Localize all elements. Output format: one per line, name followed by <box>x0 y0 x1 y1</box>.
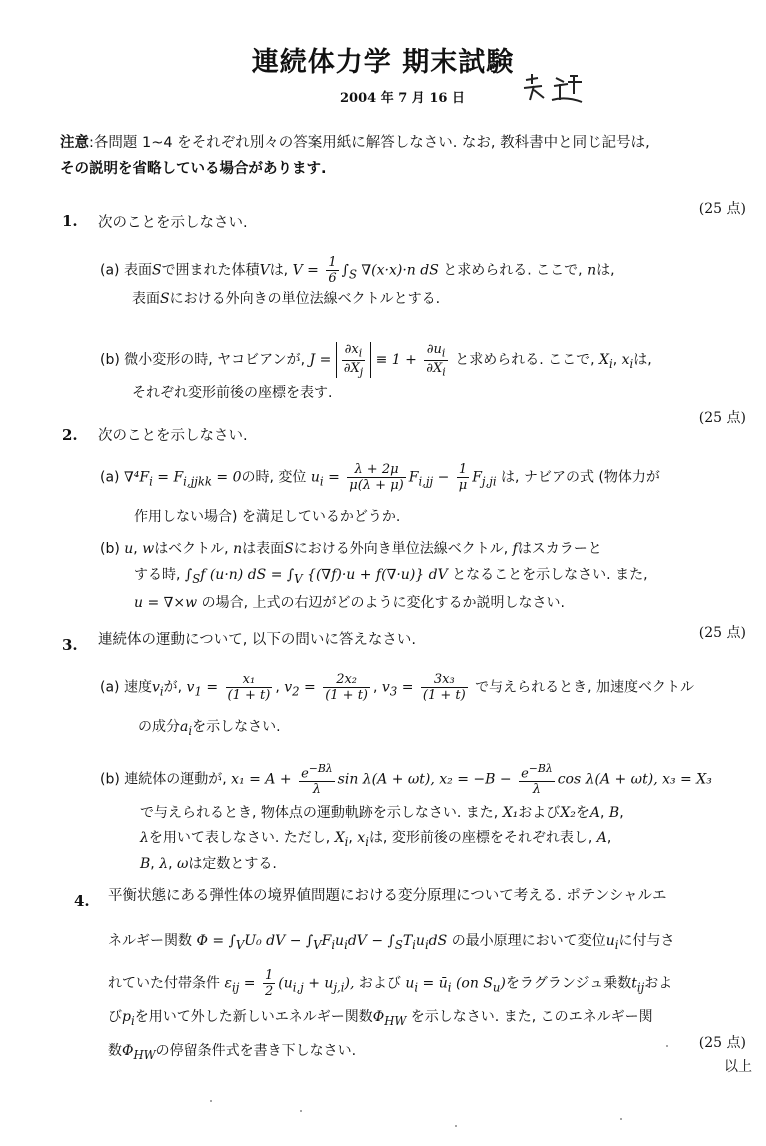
q3a-comma1: , <box>275 679 280 696</box>
q1b-frac1-den: ∂X <box>343 360 360 376</box>
q4-l2-phi: Φ = <box>196 933 225 949</box>
q3b-l3-lambda: λ <box>140 830 149 846</box>
q2b-l3-post: の場合, 上式の右辺がどのように変化するか説明しなさい. <box>201 595 565 611</box>
q2a-post: は, ナビアの式 (物体力が <box>501 469 660 486</box>
q2a-frac2 <box>457 462 469 493</box>
q2a-eq1-sub: i <box>149 474 153 489</box>
q3a-v-sub: i <box>159 684 164 699</box>
q4-l3-pre: れていた付帯条件 <box>108 975 220 992</box>
q4-l2-dV: dV <box>347 933 367 949</box>
q3a-frac3-num: 3x₃ <box>421 672 468 688</box>
q2a-eq1c: = 0 <box>216 469 242 486</box>
q2b-u: u <box>124 541 134 557</box>
q4-l4-post: を示しなさい. また, このエネルギー関 <box>410 1009 653 1025</box>
q3a-label: (a) <box>100 679 120 696</box>
q3b-l3-post: は, 変形前後の座標をそれぞれ表し, <box>368 830 593 846</box>
q4-l3-eq2-sub: i <box>447 980 452 995</box>
note-line2: その説明を省略している場合があります. <box>60 161 327 177</box>
q4-l3-post: をラグランジュ乗数 <box>505 975 632 992</box>
q1a-line2 <box>132 288 440 308</box>
q4-l4-mid: を用いて外した新しいエネルギー関数 <box>134 1009 373 1025</box>
q3b-l4-lambda: λ <box>159 856 169 872</box>
q1-heading: 次のことを示しなさい. <box>98 215 248 231</box>
q4-line2 <box>108 930 674 952</box>
q3b-l2-X1: X₁ <box>502 805 519 821</box>
q1a-post: と求められる. ここで, <box>443 262 583 279</box>
q3a-v1-sub: 1 <box>194 684 202 699</box>
q4-l2-Tu-sub: i <box>424 937 429 952</box>
q4-l5-phi-sub: HW <box>133 1047 156 1062</box>
q3b-l2-pre: で与えられるとき, 物体点の運動軌跡を示しなさい. また, <box>140 805 499 821</box>
q4-points: (25 点) <box>698 1035 746 1051</box>
q2b-m3: は表面 <box>242 541 285 557</box>
q4-l3-paren-sub: i,j <box>292 980 304 995</box>
q3b-l3-X-sub: i <box>344 834 349 849</box>
q4-heading: 平衡状態にある弾性体の境界値問題における変分原理について考える. ポテンシャルエ <box>108 888 667 904</box>
q4-l3-eq2: = ū <box>422 975 448 992</box>
q3b-l2-mid2: を <box>575 805 590 821</box>
q2b-l2-pre: する時, <box>134 567 181 583</box>
q1b-line2: それぞれ変形前後の座標を表す. <box>132 385 333 401</box>
scan-speck <box>666 1045 668 1047</box>
q4-l3-frac <box>263 968 275 999</box>
q4-l4-p-sub: i <box>130 1013 135 1028</box>
q1b-frac2 <box>424 342 447 378</box>
scan-speck <box>300 1110 302 1112</box>
q4-l3-eps: ε <box>224 975 232 992</box>
q3b-frac2-num: e <box>521 766 529 782</box>
q1b-pre: 微小変形の時, ヤコビアンが, <box>124 352 306 369</box>
q4-line5 <box>108 1040 356 1062</box>
q2a-eq1b: = F <box>157 469 184 486</box>
q1a-S: S <box>151 262 162 279</box>
q3a-frac1 <box>226 672 273 703</box>
q3b-l4-omega: ω <box>176 856 189 872</box>
q3a-frac2-den: (1 + t) <box>325 688 368 703</box>
q4-l2-minus2: − <box>371 933 384 949</box>
q1b-x: x <box>621 352 630 369</box>
q1b-x-sub: i <box>629 356 634 371</box>
q4-l2-F: F <box>321 933 332 949</box>
q2b-label: (b) <box>100 541 120 557</box>
instruction-note <box>60 130 750 182</box>
q2b-int2-sub: V <box>294 571 303 586</box>
q3b-line2 <box>140 802 624 822</box>
q2b-m2: はベクトル, <box>154 541 229 557</box>
q2a-frac1-den: μ(λ + μ) <box>349 478 404 493</box>
q4-l3-u: u <box>405 975 415 992</box>
q2a-F2: F <box>472 469 482 486</box>
q4-l2-minus: − <box>289 933 302 949</box>
q1a-l2-text: 表面 <box>132 291 160 307</box>
q3b-sin: sin λ(A + ωt) <box>337 771 431 788</box>
q1a-wa: は, <box>269 262 289 279</box>
q1b-X: X <box>599 352 609 369</box>
q3a-frac3 <box>421 672 468 703</box>
q1b-frac1-den-sub: j <box>359 365 364 379</box>
q1a-integrand: ∇(x·x)·n dS <box>361 262 439 279</box>
q3a-v2-sub: 2 <box>292 684 300 699</box>
q2a-u: u <box>310 469 320 486</box>
q3a-pre: 速度 <box>123 679 152 696</box>
q3a-line2 <box>138 716 281 738</box>
q1b-equiv: ≡ 1 + <box>375 352 417 369</box>
q3b-line3 <box>140 827 611 849</box>
q3-number: 3. <box>62 636 78 654</box>
q3b-x1: x₁ = A + <box>231 771 292 788</box>
q4-l2-F-sub: i <box>331 937 336 952</box>
q3b-l2-mid: および <box>518 805 561 821</box>
q2b-line1 <box>100 538 602 558</box>
q4-l2-int3: ∫ <box>387 933 395 949</box>
q3-points: (25 点) <box>698 625 746 641</box>
q4-l3-paren: (u <box>278 975 293 992</box>
q4-l3-frac-num: 1 <box>264 968 274 983</box>
q4-l4-phi-sub: HW <box>384 1013 407 1028</box>
q3a-frac3-den: (1 + t) <box>422 688 466 703</box>
q2a-frac1-num: λ + 2μ <box>347 462 405 478</box>
q3b-l2-comma: , <box>600 805 605 821</box>
q2a-eq2: = <box>328 469 340 486</box>
handwritten-signature <box>520 70 590 113</box>
q3b-pre: 連続体の運動が, <box>124 771 227 788</box>
q2b-line2 <box>134 564 648 586</box>
q2b-f: f <box>512 541 518 557</box>
q3b-label: (b) <box>100 771 120 788</box>
q1b-post: と求められる. ここで, <box>455 352 595 369</box>
q4-l4-pre: び <box>108 1009 122 1025</box>
q2b-int1: ∫ <box>184 567 193 583</box>
q3a-l2-pre: の成分 <box>138 719 180 735</box>
q1b-frac1-num: ∂x <box>344 342 359 357</box>
q1a-integral: ∫ <box>341 262 349 279</box>
q4-l2-Fu-sub: i <box>344 937 348 952</box>
q4-l2-int2-sub: V <box>313 937 322 952</box>
q1a-frac-den: 6 <box>328 271 337 286</box>
q1a-frac <box>326 255 338 286</box>
q3b-l3-comma2: , <box>606 830 612 846</box>
q3-heading: 連続体の運動について, 以下の問いに答えなさい. <box>98 632 417 648</box>
q4-l2-int1: ∫ <box>228 933 236 949</box>
q2a-frac1 <box>347 462 405 493</box>
q4-l3-on: (on S <box>455 975 493 992</box>
q2a-line2: 作用しない場合) を満足しているかどうか. <box>134 509 401 525</box>
q1b-frac2-den: ∂X <box>426 360 443 376</box>
end-mark: 以上 <box>724 1059 752 1075</box>
q4-l2-Fu: u <box>335 933 345 949</box>
q4-l2-post2: に付与さ <box>618 933 675 949</box>
q1b-label: (b) <box>100 352 120 369</box>
q3a-v3: v <box>381 679 390 696</box>
q1b-frac1 <box>342 342 365 378</box>
q4-l2-int2: ∫ <box>305 933 314 949</box>
q4-l3-frac-den: 2 <box>264 984 274 999</box>
q2a-F1: F <box>408 469 419 486</box>
q2a-eq1: ∇⁴F <box>123 469 150 486</box>
q2b-m4: における外向き単位法線ベクトル, <box>293 541 509 557</box>
q2a-eq1b-sub: i,jjkk <box>183 474 212 489</box>
q3a-ga: が, <box>163 679 183 696</box>
q3b-l4-B: B <box>140 856 151 872</box>
scan-speck <box>210 1100 212 1102</box>
q2b-m1: , <box>133 541 138 557</box>
q3b-line1 <box>100 762 712 797</box>
q1a-n: n <box>587 262 597 279</box>
q3b-l2-B: B <box>608 805 620 821</box>
q4-l2-int1-sub: V <box>235 937 245 952</box>
q4-l5-pre: 数 <box>108 1043 122 1059</box>
q2-number: 2. <box>62 426 78 444</box>
q3b-l3-A: A <box>596 830 607 846</box>
q1b-frac2-den-sub: i <box>442 365 446 379</box>
q1a-line1: (a) 表面Sで囲まれた体積Vは, V = $\frac{1}{6}$ $\int_S$ ∇(x·x)·n dS と求められる. ここで, nは, <box>100 255 615 286</box>
q4-l3-t-sub: ij <box>636 980 645 995</box>
exam-title: 連続体力学 期末試験 <box>251 47 515 78</box>
q1-points: (25 点) <box>698 201 746 217</box>
q3b-l4-comma2: , <box>168 856 173 872</box>
q2b-l2-post: となることを示しなさい. また, <box>452 567 648 583</box>
q4-line4 <box>108 1006 653 1028</box>
q4-l2-T: T <box>402 933 413 949</box>
q1b-det <box>336 342 371 378</box>
q1b-frac2-num: ∂u <box>426 342 442 357</box>
q4-l4-p: p <box>122 1009 131 1025</box>
q3a-l2-post: を示しなさい. <box>192 719 281 735</box>
q4-l2-u0: U₀ dV <box>244 933 286 949</box>
q4-l3-on-sub: u <box>492 980 501 995</box>
q3b-l3-comma: , <box>348 830 353 846</box>
q1a-text2: で囲まれた体積 <box>161 262 260 279</box>
q2a-line1 <box>100 462 660 493</box>
q3b-frac1-num: e <box>301 766 309 782</box>
q3b-line4 <box>140 853 277 873</box>
q3a-frac1-num: x₁ <box>226 672 273 688</box>
q2-heading: 次のことを示しなさい. <box>98 428 248 444</box>
q3b-frac1-den: λ <box>312 782 321 798</box>
q3b-l3-x: x <box>357 830 366 846</box>
q1a-text: 表面 <box>123 262 152 279</box>
q3a-v1: v <box>186 679 195 696</box>
q1a-l2-S: S <box>160 291 170 307</box>
q2b-w: w <box>142 541 155 557</box>
q3b-frac2 <box>519 762 555 797</box>
q4-l3-plus: + u <box>308 975 334 992</box>
q2a-mid: の時, 変位 <box>241 469 307 486</box>
q2b-eq3: {(∇f)·u + f(∇·u)} dV <box>307 567 448 583</box>
q1b-J: J = <box>309 352 332 369</box>
q3a-eq1: = <box>206 679 219 696</box>
q1-number: 1. <box>62 212 78 230</box>
q4-l2-post: の最小原理において変位 <box>451 933 606 949</box>
q3b-x3: , x₃ = X₃ <box>653 771 712 788</box>
q3b-frac1-num-sup: −Bλ <box>308 762 333 775</box>
q3a-post: で与えられるとき, 加速度ベクトル <box>475 679 695 696</box>
q2b-eq2: f (u·n) dS = ∫ <box>200 567 295 583</box>
q3a-frac1-den: (1 + t) <box>227 688 271 703</box>
q3b-frac2-num-sup: −Bλ <box>528 762 553 775</box>
q4-l5-phi: Φ <box>122 1043 134 1059</box>
q2a-F1-sub: i,jj <box>418 474 434 489</box>
q4-l3-eps-sub: ij <box>231 980 240 995</box>
q3a-v: v <box>151 679 160 696</box>
q4-l3-plus-sub: j,i <box>333 980 345 995</box>
q3b-frac1 <box>299 762 335 797</box>
q4-l2-ui: u <box>605 933 615 949</box>
note-label: 注意 <box>60 135 89 151</box>
q2a-minus: − <box>437 469 450 486</box>
q3b-frac2-den: λ <box>532 782 542 798</box>
q2b-l3-eq: u = ∇×w <box>134 595 198 611</box>
q3b-l2-X2: X₂ <box>560 805 576 821</box>
q4-l3-close: ), <box>344 975 355 992</box>
q3a-v2: v <box>284 679 293 696</box>
q3b-l2-comma2: , <box>619 805 624 821</box>
signature-icon <box>520 70 590 106</box>
q4-line3 <box>108 968 672 999</box>
q4-l2-dS: dS <box>428 933 448 949</box>
note-line1: :各問題 1~4 をそれぞれ別々の答案用紙に解答しなさい. なお, 教科書中と同じ記号は, <box>89 135 650 151</box>
q3b-cos: cos λ(A + ωt) <box>557 771 654 788</box>
q1b-X-sub: i <box>608 356 613 371</box>
q1b-frac2-num-sub: i <box>441 346 446 360</box>
q1a-label: (a) <box>100 262 120 279</box>
q4-l3-mid: および <box>358 975 401 992</box>
q4-l3-post2: およ <box>644 975 673 992</box>
q1b-post2: は, <box>633 352 652 369</box>
q2a-u-sub: i <box>319 474 324 489</box>
q4-l3-t: t <box>631 975 637 992</box>
q3b-l3-x-sub: i <box>365 834 369 849</box>
q3a-line1: (a) 速度$v_i$が, $v_1$ = $\frac{\text{x₁}}{(1 + t)}$ , $v_2$ = $\frac{\text{2x₂}}{(1 + t)}$ , $v_3$ = $\frac{\text{3x₃}}{(1 + t)}$ で与えられるとき, 加速度ベクトル <box>100 672 695 703</box>
q1a-integral-sub: S <box>348 267 357 282</box>
q2-points: (25 点) <box>698 410 746 426</box>
scan-speck <box>620 1118 622 1120</box>
q3a-l2-a: a <box>180 719 189 735</box>
q2a-frac2-num: 1 <box>457 462 469 478</box>
q3a-frac2 <box>323 672 370 703</box>
q4-l3-u-sub: i <box>414 980 419 995</box>
q3b-l3-mid: を用いて表しなさい. ただし, <box>148 830 331 846</box>
q3b-x2: , x₂ = −B − <box>430 771 512 788</box>
q3a-frac2-num: 2x₂ <box>323 672 370 688</box>
q2a-label: (a) <box>100 469 120 486</box>
q1a-frac-num: 1 <box>328 255 337 270</box>
q3b-l4-comma: , <box>150 856 155 872</box>
q2b-post: はスカラーと <box>517 541 602 557</box>
q1a-post2: は, <box>596 262 615 279</box>
exam-date: 2004 年 7 月 16 日 <box>340 91 465 106</box>
q2b-int1-sub: S <box>192 571 201 586</box>
q1a-V: V <box>259 262 270 279</box>
q3b-l2-A: A <box>589 805 601 821</box>
q2a-frac2-den: μ <box>458 478 468 493</box>
q3a-l2-a-sub: i <box>188 723 193 738</box>
q3b-l4-post: は定数とする. <box>188 856 277 872</box>
q4-l2-int3-sub: S <box>394 937 403 952</box>
q4-l4-phi: Φ <box>372 1009 385 1025</box>
q4-l2-ui-sub: i <box>614 937 619 952</box>
q2b-n: n <box>233 541 243 557</box>
q1a-l2-post: における外向きの単位法線ベクトルとする. <box>169 291 441 307</box>
q4-l3-eq: = <box>243 975 256 992</box>
q2a-F2-sub: j,ji <box>481 474 497 489</box>
scan-speck <box>455 1125 457 1127</box>
q1b-line1: (b) 微小変形の時, ヤコビアンが, J = $\frac{\partial x_i}{\partial X_j}$ ≡ 1 + $\frac{\partial u_i}{\partial X_i}$ と求められる. ここで, $X_i$, $x_i$は, <box>100 342 652 379</box>
q2b-line3 <box>134 592 565 612</box>
q4-l5-post: の停留条件式を書き下しなさい. <box>155 1043 357 1059</box>
q1a-eq-V: V <box>292 262 303 279</box>
q3a-v3-sub: 3 <box>389 684 398 699</box>
q1b-frac1-num-sub: i <box>358 346 363 360</box>
q4-l2-T-sub: i <box>412 937 416 952</box>
q3b-l3-X: X <box>334 830 345 846</box>
q2b-S: S <box>284 541 294 557</box>
q4-l2-Tu: u <box>415 933 425 949</box>
q4-l3-on-close: ) <box>500 975 506 992</box>
q4-l2-pre: ネルギー関数 <box>108 933 192 949</box>
q4-number: 4. <box>74 892 90 910</box>
